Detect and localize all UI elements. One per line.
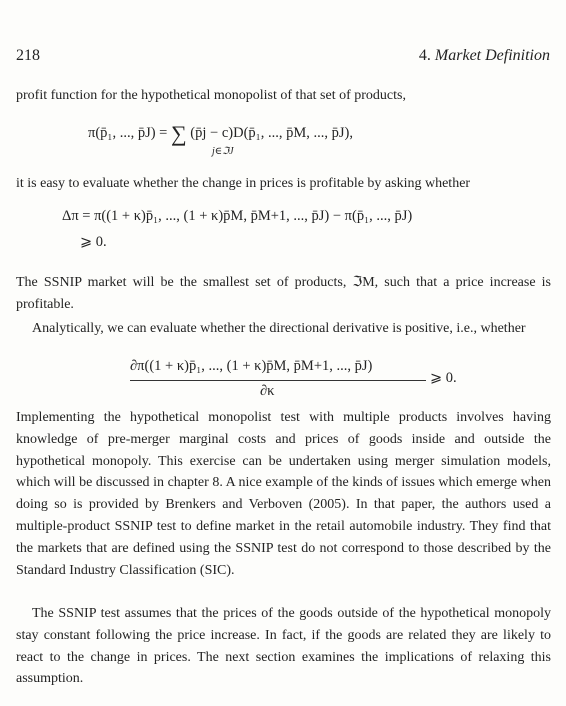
paragraph-3 [16,272,551,316]
fraction-numerator: ∂π((1 + κ)p̄₁, ..., (1 + κ)p̄M, p̄M+1, ..., p̄J) [130,358,373,374]
equation-profit-change [62,208,412,225]
paragraph-1 [16,85,551,107]
chapter-title: Market Definition [434,47,550,64]
paragraph-4 [16,318,551,340]
equation-profit-function [88,121,353,147]
equation-rhs: (p̄j − c)D(p̄₁, ..., p̄M, ..., p̄J), [190,125,353,141]
paragraph-6 [16,603,551,690]
paragraph-text: Implementing the hypothetical monopolist test with multiple products involves having knowledge of pre-merger marginal costs and prices of goods inside and outside the hypothetical monopoly. This exercise can be undertaken using merger simulation models, which will be discussed in chapter 8. A nice example of the kinds of issues which emerge when doing so is provided by Brenkers and Verboven (2005). In that paper, the authors used a multiple-product SSNIP test to define market in the retail automobile industry. They find that the markets that are defined using the SSNIP test do not correspond to those described by the Standard Industry Classification (SIC). [16,410,551,578]
paragraph-text: profit function for the hypothetical monopolist of that set of products, [16,88,406,103]
paragraph-text: Analytically, we can evaluate whether the directional derivative is positive, i.e., whether [32,321,526,336]
paragraph-text: The SSNIP test assumes that the prices of the goods outside of the hypothetical monopoly stay constant following the price increase. In fact, if the goods are related they are likely to react to the change in prices. The next section examines the implications of relaxing this assumption. [16,606,551,687]
equation-line-2: ⩾ 0. [80,234,107,250]
paragraph-text: The SSNIP market will be the smallest set of products, ℑM, such that a price increase is profitable. [16,275,551,312]
fraction-denominator: ∂κ [260,383,275,399]
sum-subscript: j∈ℑJ [212,146,234,157]
equation-line-1: Δπ = π((1 + κ)p̄₁, ..., (1 + κ)p̄M, p̄M+1, ..., p̄J) − π(p̄₁, ..., p̄J) [62,208,413,224]
paragraph-2 [16,173,551,195]
equation-directional-derivative [130,358,460,410]
fraction-bar [130,380,426,381]
chapter-number: 4. [418,47,431,64]
paragraph-5 [16,407,551,581]
sum-symbol: ∑ [170,121,187,146]
equation-lhs: π(p̄₁, ..., p̄J) = [88,125,168,141]
inequality: ⩾ 0. [430,370,457,386]
running-head [419,47,550,65]
paragraph-text: it is easy to evaluate whether the change in prices is profitable by asking whether [16,176,471,191]
page-number: 218 [16,47,40,64]
equation-inequality [80,234,107,251]
page-header [0,0,566,80]
